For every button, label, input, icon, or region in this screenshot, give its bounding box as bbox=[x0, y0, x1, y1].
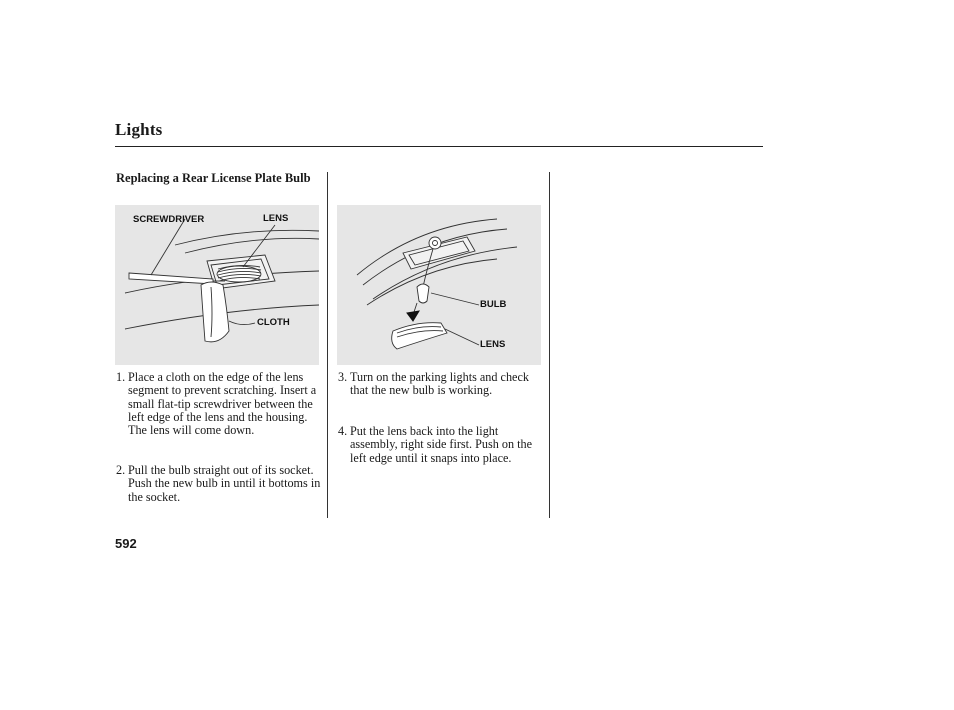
column-divider-2 bbox=[549, 172, 550, 518]
step-text: Put the lens back into the light assembly, right side first. Push on the left edge until it snaps into place. bbox=[350, 424, 533, 465]
figure-bulb-replacement bbox=[337, 205, 541, 365]
step-2 bbox=[116, 464, 322, 504]
page-number: 592 bbox=[115, 536, 137, 551]
step-text: Pull the bulb straight out of its socket. Push the new bulb in until it bottoms in the socket. bbox=[128, 463, 321, 504]
step-1 bbox=[116, 371, 322, 437]
step-number: 3. bbox=[338, 370, 348, 384]
page-title: Lights bbox=[115, 120, 163, 139]
step-3 bbox=[338, 371, 542, 398]
bulb-replacement-illustration bbox=[337, 205, 541, 365]
column-divider-1 bbox=[327, 172, 328, 518]
figure-lens-removal bbox=[115, 205, 319, 365]
step-text: Place a cloth on the edge of the lens segment to prevent scratching. Insert a small flat-tip screwdriver between the left edge of the lens and the housing. The lens will come down. bbox=[128, 370, 317, 438]
section-heading: Replacing a Rear License Plate Bulb bbox=[116, 171, 311, 185]
step-4 bbox=[338, 425, 542, 465]
title-rule bbox=[115, 146, 763, 147]
label-lens: LENS bbox=[263, 213, 289, 224]
label-bulb: BULB bbox=[480, 299, 507, 310]
label-screwdriver: SCREWDRIVER bbox=[133, 214, 205, 225]
step-text: Turn on the parking lights and check that the new bulb is working. bbox=[350, 370, 529, 398]
step-number: 4. bbox=[338, 424, 348, 438]
step-number: 1. bbox=[116, 370, 126, 384]
label-cloth: CLOTH bbox=[257, 317, 290, 328]
arrow-down-icon bbox=[407, 311, 419, 321]
lens-removal-illustration bbox=[115, 205, 319, 365]
step-number: 2. bbox=[116, 463, 126, 477]
label-lens-2: LENS bbox=[480, 339, 506, 350]
